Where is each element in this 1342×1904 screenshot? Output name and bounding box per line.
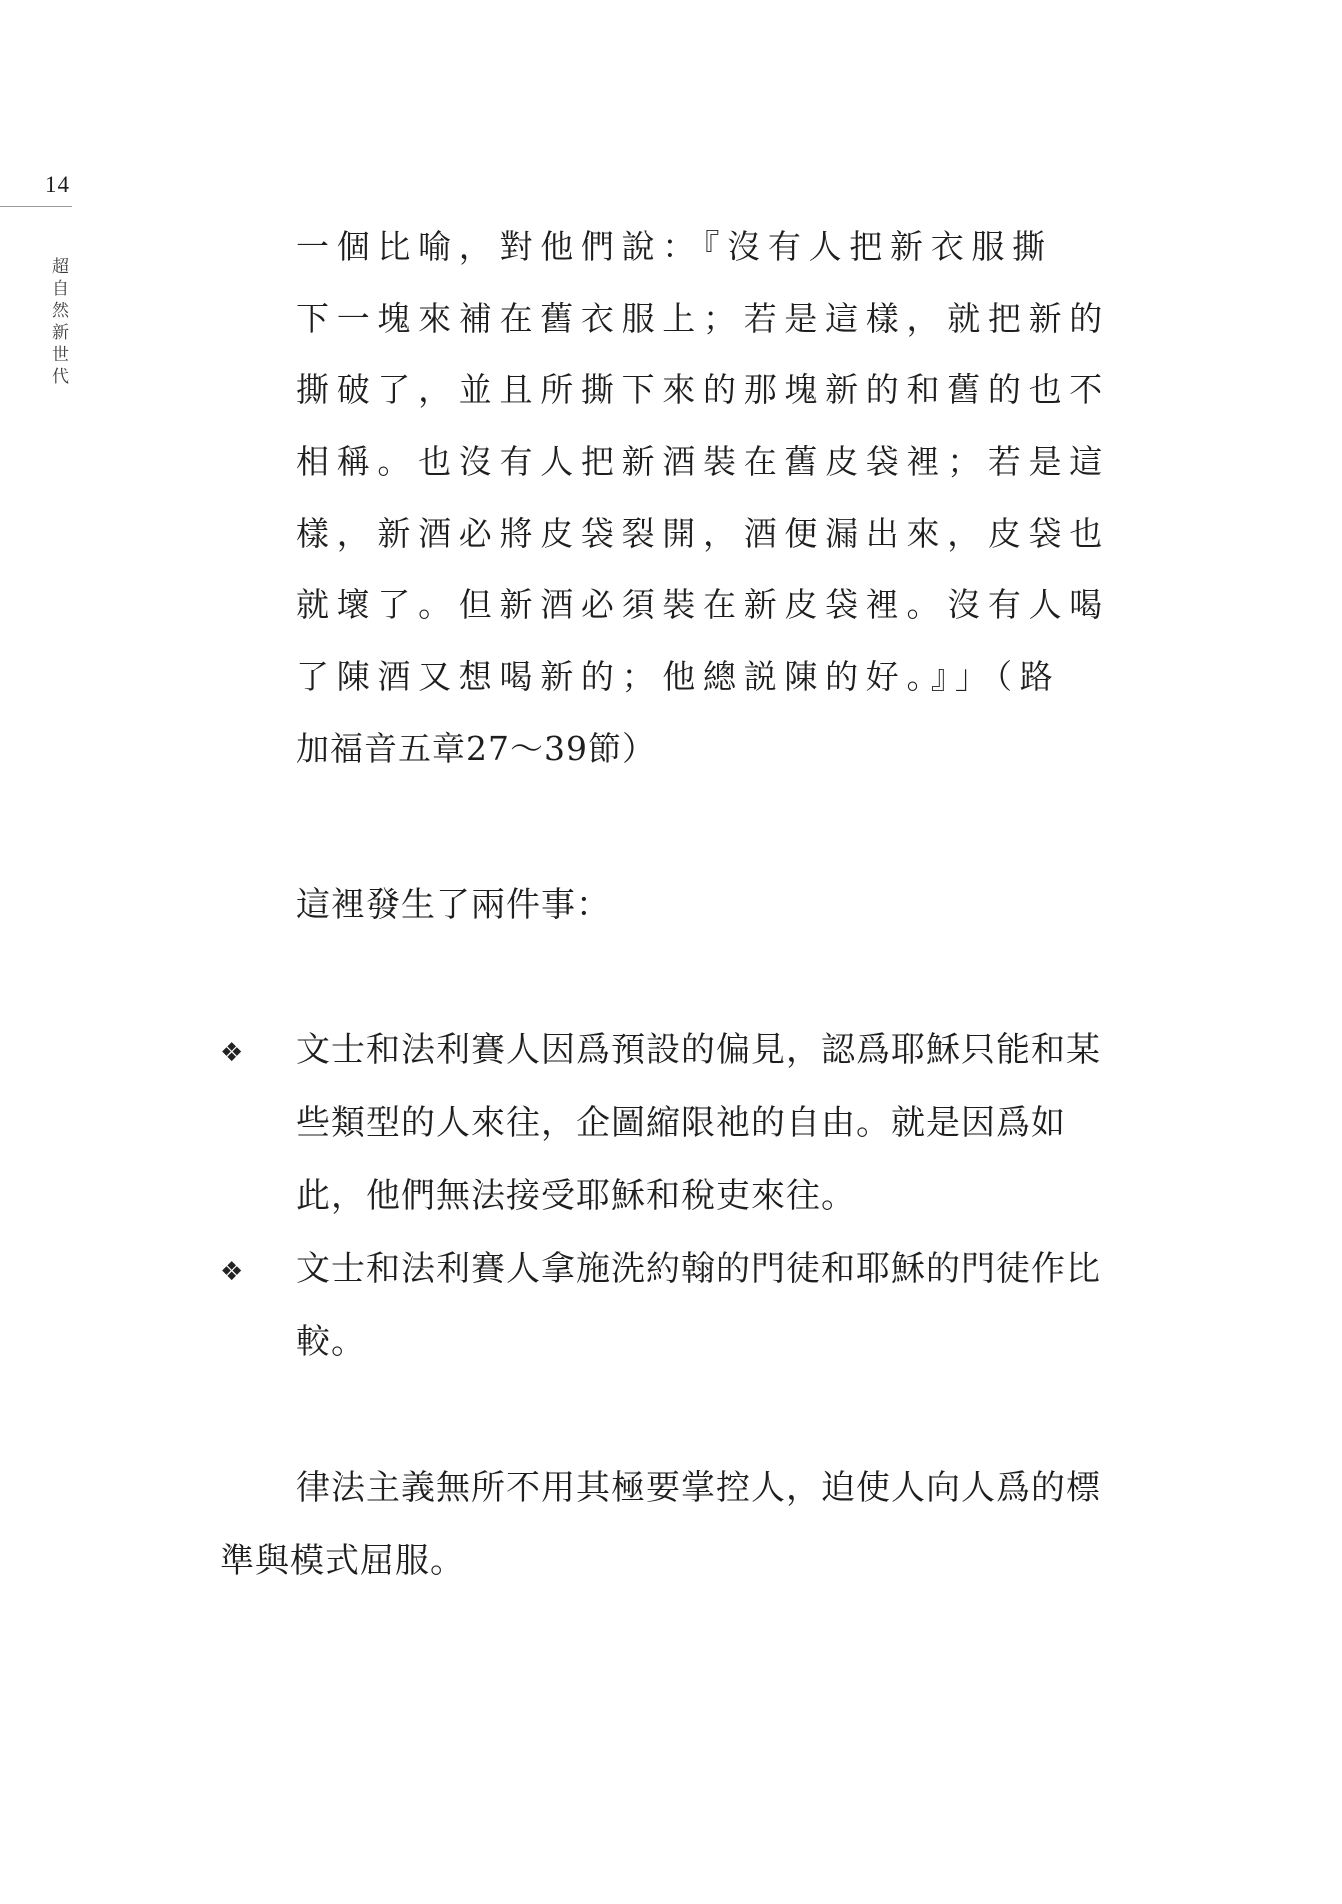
quote-line: 撕破了，並且所撕下來的那塊新的和舊的也不 [296, 370, 1110, 410]
bullet-diamond-icon: ❖ [220, 1038, 244, 1068]
bullet-line: 些類型的人來往，企圖縮限祂的自由。就是因爲如 [296, 1103, 1066, 1143]
quote-citation: 加福音五章27～39節） [296, 728, 656, 768]
quote-line: 了陳酒又想喝新的；他總説陳的好。』」（路 [296, 657, 1061, 697]
quote-line: 相稱。也沒有人把新酒裝在舊皮袋裡；若是這 [296, 442, 1110, 482]
quote-line: 一個比喻，對他們說：『沒有人把新衣服撕 [296, 227, 1053, 266]
bullet-diamond-icon: ❖ [220, 1257, 244, 1287]
bullet-line: 文士和法利賽人因爲預設的偏見，認爲耶穌只能和某 [296, 1030, 1101, 1070]
quote-line: 樣，新酒必將皮袋裂開，酒便漏出來，皮袋也 [296, 513, 1110, 553]
bullet-line: 文士和法利賽人拿施洗約翰的門徒和耶穌的門徒作比 [296, 1249, 1101, 1289]
quote-line: 就壞了。但新酒必須裝在新皮袋裡。沒有人喝 [296, 585, 1110, 625]
quote-line: 下一塊來補在舊衣服上；若是這樣，就把新的 [296, 298, 1110, 338]
closing-line: 律法主義無所不用其極要掌控人，迫使人向人爲的標 [296, 1468, 1101, 1508]
scripture-quote [296, 222, 1110, 796]
bullet-line: 較。 [296, 1322, 366, 1362]
intro-paragraph: 這裡發生了兩件事： [296, 885, 611, 925]
bullet-line: 此，他們無法接受耶穌和稅吏來往。 [296, 1176, 856, 1216]
page-number: 14 [45, 172, 70, 197]
running-title: 超自然新世代 [52, 257, 69, 387]
header-divider [0, 206, 72, 207]
closing-line: 準與模式屈服。 [220, 1541, 465, 1581]
